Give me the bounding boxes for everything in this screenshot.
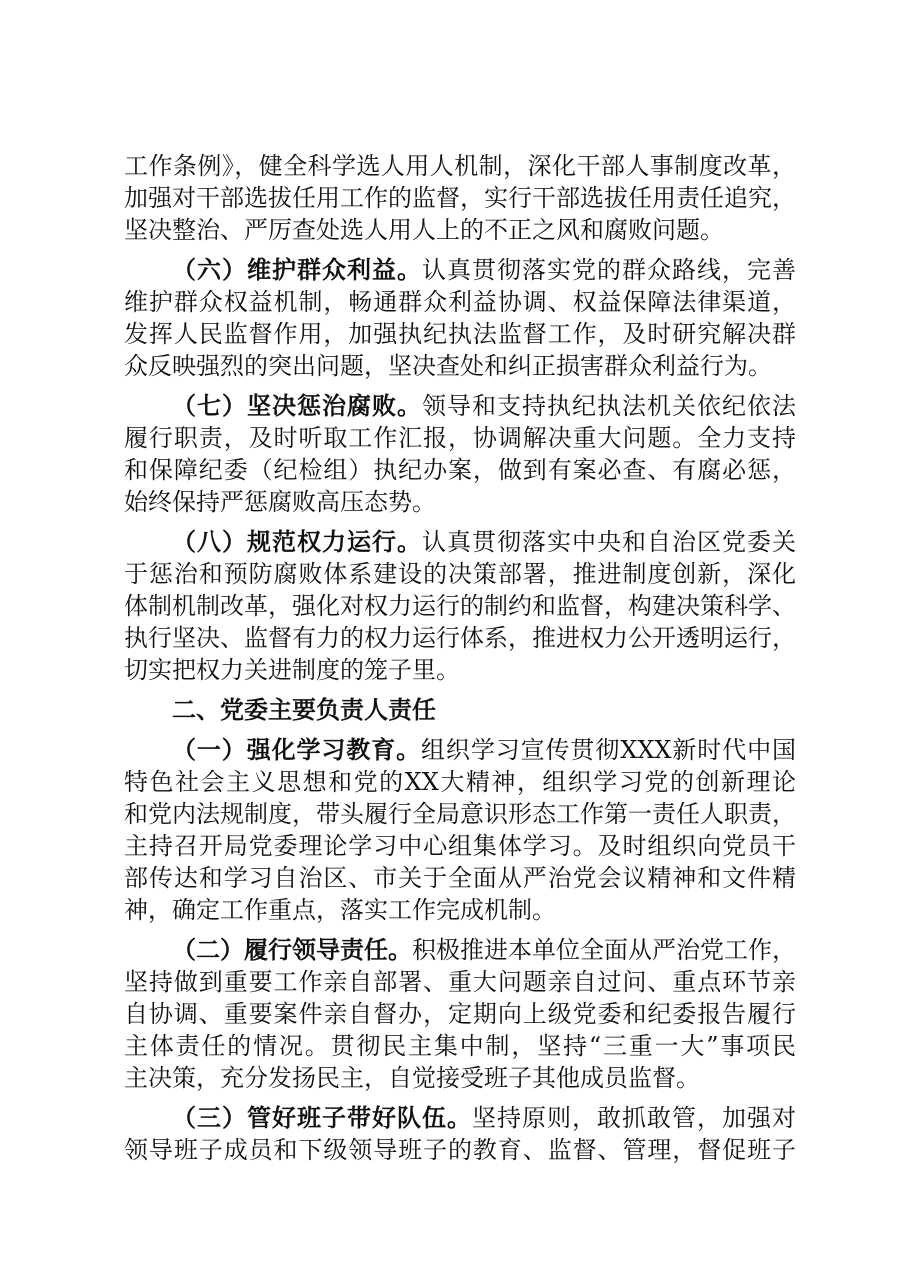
paragraph-line: 始终保持严惩腐败高压态势。 — [124, 488, 436, 516]
paragraph-line: 和党内法规制度，带头履行全局意识形态工作第一责任人职责， — [124, 800, 796, 828]
paragraph-line: 领导班子成员和下级领导班子的教育、监督、管理，督促班子 — [124, 1136, 796, 1164]
paragraph-first-line — [124, 390, 796, 422]
paragraph-text: 认真贯彻落实中央和自治区党委关 — [422, 528, 796, 556]
paragraph-line: 加强对干部选拔任用工作的监督，实行干部选拔任用责任追究， — [124, 184, 796, 212]
paragraph-first-line — [124, 734, 796, 766]
paragraph-line: 执行坚决、监督有力的权力运行体系，推进权力公开透明运行， — [124, 624, 796, 652]
paragraph-first-line — [124, 526, 796, 558]
paragraph-text: 认真贯彻落实党的群众路线，完善 — [422, 256, 796, 284]
paragraph-line: 坚持做到重要工作亲自部署、重大问题亲自过问、重点环节亲 — [124, 968, 796, 996]
paragraph-lead: （七）坚决惩治腐败。 — [172, 391, 422, 420]
paragraph-line: 主决策，充分发扬民主，自觉接受班子其他成员监督。 — [124, 1064, 700, 1092]
paragraph-line: 于惩治和预防腐败体系建设的决策部署，推进制度创新，深化 — [124, 560, 796, 588]
paragraph-line: 体制机制改革，强化对权力运行的制约和监督，构建决策科学、 — [124, 592, 796, 620]
paragraph-line: 部传达和学习自治区、市关于全面从严治党会议精神和文件精 — [124, 864, 796, 892]
paragraph-line: 维护群众权益机制，畅通群众利益协调、权益保障法律渠道， — [124, 288, 796, 316]
paragraph-line: 履行职责，及时听取工作汇报，协调解决重大问题。全力支持 — [124, 424, 796, 452]
paragraph-lead: （二）履行领导责任。 — [172, 935, 412, 964]
paragraph-line: 主体责任的情况。贯彻民主集中制，坚持“三重一大”事项民 — [124, 1032, 796, 1060]
paragraph-lead: （六）维护群众利益。 — [172, 255, 422, 284]
paragraph-text: 组织学习宣传贯彻XXX新时代中国 — [421, 736, 796, 764]
paragraph-lead: （三）管好班子带好队伍。 — [172, 1103, 472, 1132]
paragraph-line: 坚决整治、严厉查处选人用人上的不正之风和腐败问题。 — [124, 216, 724, 244]
paragraph-line: 众反映强烈的突出问题，坚决查处和纠正损害群众利益行为。 — [124, 352, 772, 380]
paragraph-line: 切实把权力关进制度的笼子里。 — [124, 656, 460, 684]
section-heading: 二、党委主要负责人责任 — [172, 695, 436, 724]
paragraph-line: 发挥人民监督作用，加强执纪执法监督工作，及时研究解决群 — [124, 320, 796, 348]
paragraph-line: 和保障纪委（纪检组）执纪办案，做到有案必查、有腐必惩， — [124, 456, 796, 484]
paragraph-text: 坚持原则，敢抓敢管，加强对 — [472, 1104, 796, 1132]
paragraph-lead: （一）强化学习教育。 — [172, 735, 422, 764]
paragraph-line: 主持召开局党委理论学习中心组集体学习。及时组织向党员干 — [124, 832, 796, 860]
paragraph-text: 积极推进本单位全面从严治党工作， — [412, 936, 796, 964]
paragraph-line: 特色社会主义思想和党的XX大精神，组织学习党的创新理论 — [124, 768, 796, 796]
paragraph-lead: （八）规范权力运行。 — [172, 527, 422, 556]
paragraph-text: 领导和支持执纪执法机关依纪依法 — [422, 392, 796, 420]
paragraph-line: 工作条例》，健全科学选人用人机制，深化干部人事制度改革， — [124, 152, 796, 180]
paragraph-line: 自协调、重要案件亲自督办，定期向上级党委和纪委报告履行 — [124, 1000, 796, 1028]
paragraph-line: 神，确定工作重点，落实工作完成机制。 — [124, 896, 556, 924]
paragraph-first-line — [124, 254, 796, 286]
document-body — [124, 150, 796, 1166]
paragraph-first-line — [124, 934, 796, 966]
paragraph-first-line — [124, 1102, 796, 1134]
